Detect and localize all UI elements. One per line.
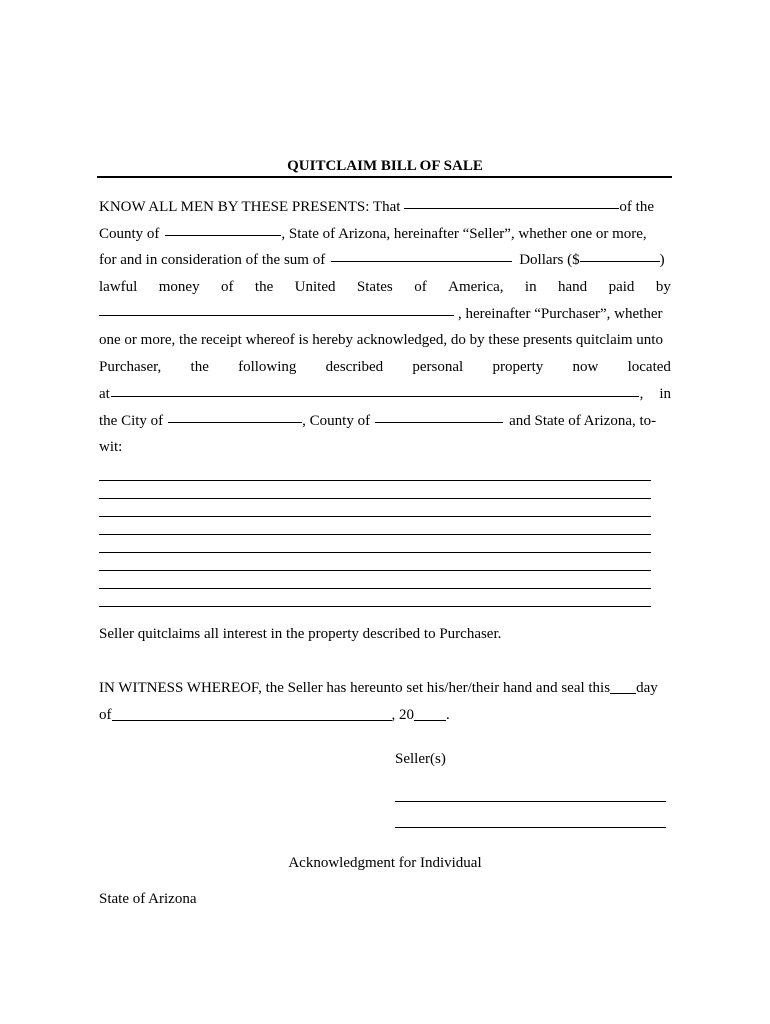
description-line[interactable] [99, 516, 651, 517]
word: the [254, 279, 274, 296]
year-prefix-text: , 20 [391, 707, 414, 723]
word: paid [608, 279, 635, 296]
to-wit-text: wit: [99, 439, 123, 456]
seller-signature-label: Seller(s) [395, 751, 446, 767]
word: the [190, 359, 209, 376]
word: by [655, 279, 671, 296]
description-line[interactable] [99, 534, 651, 535]
amount-words-field[interactable] [331, 247, 512, 262]
in-text: in [659, 385, 671, 402]
witness-line-1 [99, 679, 671, 697]
amount-numeric-field[interactable] [580, 247, 660, 262]
intro-text: KNOW ALL MEN BY THESE PRESENTS: That [99, 199, 401, 215]
at-text: at [99, 385, 110, 402]
paragraph-line-4 [99, 274, 671, 301]
word: property [492, 359, 544, 376]
word: hand [558, 279, 588, 296]
word: of [221, 279, 234, 296]
main-paragraph [99, 194, 671, 461]
paragraph-line-8 [99, 381, 671, 408]
word: described [325, 359, 384, 376]
consideration-text: for and in consideration of the sum of [99, 252, 326, 269]
word: following [238, 359, 297, 376]
acknowledgment-heading: Acknowledgment for Individual [288, 855, 482, 871]
property-location-field[interactable] [111, 381, 639, 397]
quitclaim-statement: Seller quitclaims all interest in the property described to Purchaser. [99, 626, 502, 642]
state-text: and State of Arizona, to- [509, 412, 657, 429]
document-title: QUITCLAIM BILL OF SALE [287, 158, 483, 174]
of-the-text: of the [619, 199, 654, 215]
description-line[interactable] [99, 588, 651, 589]
paragraph-line-1 [99, 194, 671, 221]
description-line[interactable] [99, 552, 651, 553]
of-text: of [99, 707, 112, 723]
paragraph-line-5 [99, 301, 671, 328]
property-county-field[interactable] [375, 408, 503, 423]
county-label: County of [99, 225, 160, 242]
paragraph-line-9 [99, 408, 671, 435]
witness-line-2 [99, 706, 450, 724]
receipt-text: one or more, the receipt whereof is hereby acknowledged, do by these presents quitclaim unto [99, 332, 663, 349]
paragraph-line-2 [99, 221, 671, 248]
paragraph-line-10 [99, 434, 671, 461]
city-field[interactable] [168, 408, 302, 423]
city-label: the City of [99, 412, 164, 429]
description-line[interactable] [99, 498, 651, 499]
witness-text: IN WITNESS WHEREOF, the Seller has hereunto set his/her/their hand and seal this [99, 680, 611, 696]
county-of-text: , County of [302, 412, 371, 429]
seller-signature-line[interactable] [395, 801, 666, 802]
seller-signature-line[interactable] [395, 827, 666, 828]
year-field[interactable] [414, 706, 446, 721]
word: money [158, 279, 200, 296]
seller-designation-text: , State of Arizona, hereinafter “Seller”, whether one or more, [281, 225, 647, 242]
word: located [627, 359, 671, 376]
paragraph-line-6 [99, 327, 671, 354]
description-line[interactable] [99, 606, 651, 607]
seller-name-field[interactable] [404, 194, 619, 209]
month-field[interactable] [112, 706, 392, 721]
word: America, [448, 279, 504, 296]
purchaser-designation-text: , hereinafter “Purchaser”, whether [458, 305, 663, 322]
word: States [356, 279, 393, 296]
closing-paren: ) [659, 252, 665, 269]
title-underline [97, 176, 672, 178]
word: of [414, 279, 427, 296]
word: personal [412, 359, 464, 376]
description-line[interactable] [99, 480, 651, 481]
dollars-text: Dollars ($ [519, 252, 580, 269]
word: United [294, 279, 336, 296]
property-description-lines [99, 480, 651, 624]
day-field[interactable] [610, 679, 636, 694]
day-text: day [636, 680, 658, 696]
seller-county-field[interactable] [165, 221, 281, 236]
paragraph-line-3 [99, 247, 671, 274]
word: in [524, 279, 537, 296]
comma-text: , [639, 385, 644, 402]
paragraph-line-7 [99, 354, 671, 381]
word: Purchaser, [99, 359, 162, 376]
purchaser-name-field[interactable] [99, 301, 454, 316]
word: lawful [99, 279, 138, 296]
state-label: State of Arizona [99, 891, 197, 907]
period-text: . [446, 707, 450, 723]
word: now [572, 359, 599, 376]
description-line[interactable] [99, 570, 651, 571]
